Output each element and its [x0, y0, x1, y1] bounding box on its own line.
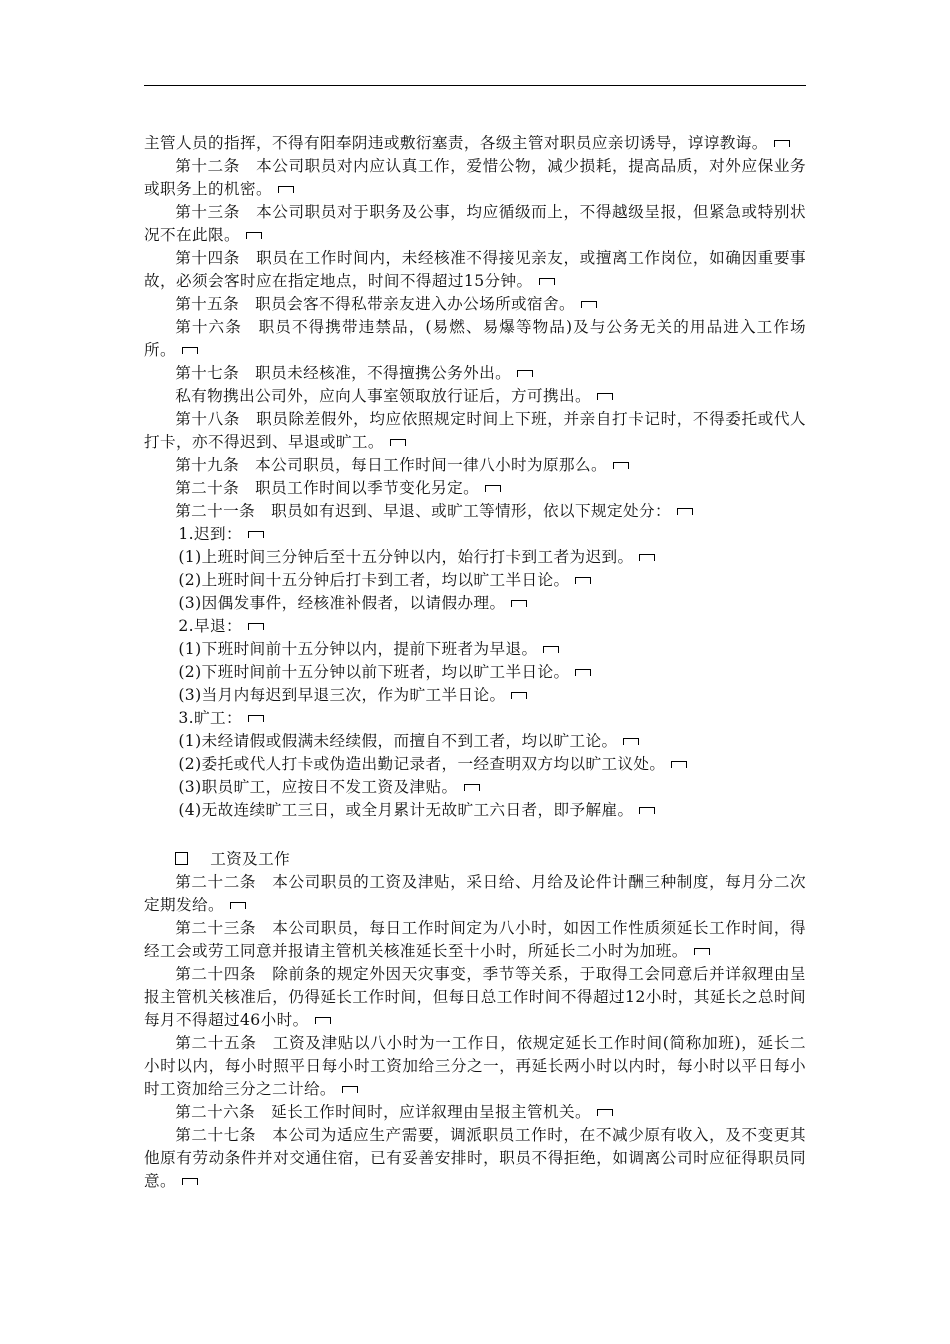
paragraph-text: (1)未经请假或假满未经续假，而擅自不到工者，均以旷工论。	[178, 732, 618, 750]
paragraph-text: 第二十三条 本公司职员，每日工作时间定为八小时，如因工作性质须延长工作时间，得经工会或劳工同意并报请主管机关核准延长至十小时，所延长二小时为加班。	[144, 919, 806, 960]
paragraph	[144, 546, 806, 569]
paragraph-text: 第二十一条 职员如有迟到、早退、或旷工等情形，依以下规定处分：	[175, 502, 671, 520]
paragraph-text: (3)职员旷工，应按日不发工资及津贴。	[178, 778, 458, 796]
paragraph	[144, 592, 806, 615]
paragraph	[144, 730, 806, 753]
paragraph	[144, 963, 806, 1032]
paragraph-mark-icon	[464, 784, 480, 791]
paragraph-gap	[144, 822, 806, 848]
paragraph-text: 第十四条 职员在工作时间内，未经核准不得接见亲友，或擅离工作岗位，如确因重要事故，必须会客时应在指定地点，时间不得超过15分钟。	[144, 249, 806, 290]
section-heading-text: 工资及工作	[210, 850, 291, 868]
paragraph-text: (1)下班时间前十五分钟以内，提前下班者为早退。	[178, 640, 538, 658]
paragraph-text: 第十三条 本公司职员对于职务及公事，均应循级而上，不得越级呈报，但紧急或特别状况不在此限。	[144, 203, 806, 244]
paragraph-mark-icon	[248, 715, 264, 722]
paragraph	[144, 293, 806, 316]
paragraph-mark-icon	[246, 232, 262, 239]
paragraph-mark-icon	[671, 761, 687, 768]
paragraph-mark-icon	[511, 600, 527, 607]
paragraph-mark-icon	[623, 738, 639, 745]
paragraph-text: 第二十条 职员工作时间以季节变化另定。	[175, 479, 480, 497]
document-body	[144, 132, 806, 1193]
paragraph	[144, 454, 806, 477]
paragraph-mark-icon	[613, 462, 629, 469]
paragraph	[144, 707, 806, 730]
paragraph-mark-icon	[677, 508, 693, 515]
paragraph	[144, 155, 806, 201]
paragraph-text: 第十九条 本公司职员，每日工作时间一律八小时为原那么。	[175, 456, 608, 474]
paragraph-mark-icon	[774, 140, 790, 147]
section-heading	[144, 848, 806, 871]
paragraph-mark-icon	[539, 278, 555, 285]
paragraph-text: 第十八条 职员除差假外，均应依照规定时间上下班，并亲自打卡记时，不得委托或代人打卡，亦不得迟到、早退或旷工。	[144, 410, 806, 451]
paragraph-mark-icon	[342, 1086, 358, 1093]
paragraph-text: 第二十七条 本公司为适应生产需要，调派职员工作时，在不减少原有收入，及不变更其他原有劳动条件并对交通住宿，已有妥善安排时，职员不得拒绝，如调离公司时应征得职员同意。	[144, 1126, 806, 1190]
paragraph	[144, 477, 806, 500]
paragraph-mark-icon	[511, 692, 527, 699]
paragraph-text: 第十五条 职员会客不得私带亲友进入办公场所或宿舍。	[175, 295, 576, 313]
paragraph-text: 第二十四条 除前条的规定外因天灾事变，季节等关系，于取得工会同意后并详叙理由呈报主管机关核准后，仍得延长工作时间，但每日总工作时间不得超过12小时，其延长之总时间每月不得超过46小时。	[144, 965, 806, 1029]
paragraph-text: (3)因偶发事件，经核准补假者，以请假办理。	[178, 594, 506, 612]
paragraph	[144, 684, 806, 707]
paragraph-text: 第二十五条 工资及津贴以八小时为一工作日，依规定延长工作时间(简称加班)，延长二小时以内，每小时照平日每小时工资加给三分之一，再延长两小时以内时，每小时以平日每小时工资加给三分之二计给。	[144, 1034, 806, 1098]
paragraph-text: 第十七条 职员未经核准，不得擅携公务外出。	[175, 364, 512, 382]
paragraph-mark-icon	[182, 347, 198, 354]
paragraph	[144, 247, 806, 293]
paragraph-mark-icon	[485, 485, 501, 492]
paragraph-text: 3.旷工：	[178, 709, 242, 727]
paragraph-text: (4)无故连续旷工三日，或全月累计无故旷工六日者，即予解雇。	[178, 801, 634, 819]
paragraph-text: (2)上班时间十五分钟后打卡到工者，均以旷工半日论。	[178, 571, 570, 589]
paragraph	[144, 385, 806, 408]
paragraph-text: 主管人员的指挥，不得有阳奉阴违或敷衍塞责，各级主管对职员应亲切诱导，谆谆教诲。	[144, 134, 768, 152]
paragraph-text: 第二十六条 延长工作时间时，应详叙理由呈报主管机关。	[175, 1103, 592, 1121]
paragraph	[144, 523, 806, 546]
paragraph-mark-icon	[575, 577, 591, 584]
paragraph	[144, 871, 806, 917]
paragraph	[144, 362, 806, 385]
paragraph-mark-icon	[581, 301, 597, 308]
paragraph	[144, 776, 806, 799]
paragraph-mark-icon	[575, 669, 591, 676]
paragraph-mark-icon	[543, 646, 559, 653]
paragraph	[144, 1101, 806, 1124]
paragraph	[144, 917, 806, 963]
paragraph	[144, 615, 806, 638]
paragraph	[144, 638, 806, 661]
paragraph-text: 第二十二条 本公司职员的工资及津贴，采日给、月给及论件计酬三种制度，每月分二次定期发给。	[144, 873, 806, 914]
paragraph-text: 私有物携出公司外，应向人事室领取放行证后，方可携出。	[175, 387, 592, 405]
checkbox-square-icon	[175, 852, 188, 865]
paragraph	[144, 753, 806, 776]
paragraph-mark-icon	[639, 554, 655, 561]
paragraph-mark-icon	[390, 439, 406, 446]
paragraph	[144, 500, 806, 523]
paragraph	[144, 799, 806, 822]
paragraph	[144, 1032, 806, 1101]
paragraph	[144, 661, 806, 684]
paragraph-text: 1.迟到：	[178, 525, 242, 543]
paragraph-text: 第十六条 职员不得携带违禁品，(易燃、易爆等物品)及与公务无关的用品进入工作场所。	[144, 318, 806, 359]
paragraph	[144, 408, 806, 454]
paragraph-text: 2.早退：	[178, 617, 242, 635]
paragraph-mark-icon	[694, 948, 710, 955]
paragraph	[144, 569, 806, 592]
paragraph-mark-icon	[230, 902, 246, 909]
paragraph-text: (1)上班时间三分钟后至十五分钟以内，始行打卡到工者为迟到。	[178, 548, 634, 566]
paragraph-mark-icon	[248, 531, 264, 538]
paragraph-mark-icon	[597, 393, 613, 400]
paragraph-mark-icon	[517, 370, 533, 377]
paragraph	[144, 1124, 806, 1193]
paragraph-text: (2)下班时间前十五分钟以前下班者，均以旷工半日论。	[178, 663, 570, 681]
paragraph-text: (3)当月内每迟到早退三次，作为旷工半日论。	[178, 686, 506, 704]
paragraph-mark-icon	[597, 1109, 613, 1116]
paragraph-mark-icon	[278, 186, 294, 193]
paragraph-mark-icon	[315, 1017, 331, 1024]
paragraph	[144, 132, 806, 155]
paragraph-mark-icon	[248, 623, 264, 630]
paragraph-mark-icon	[639, 807, 655, 814]
paragraph-mark-icon	[182, 1178, 198, 1185]
paragraph	[144, 201, 806, 247]
paragraph-text: 第十二条 本公司职员对内应认真工作，爱惜公物，减少损耗，提高品质，对外应保业务或职务上的机密。	[144, 157, 806, 198]
paragraph-text: (2)委托或代人打卡或伪造出勤记录者，一经查明双方均以旷工议处。	[178, 755, 666, 773]
header-rule	[144, 85, 806, 86]
paragraph	[144, 316, 806, 362]
